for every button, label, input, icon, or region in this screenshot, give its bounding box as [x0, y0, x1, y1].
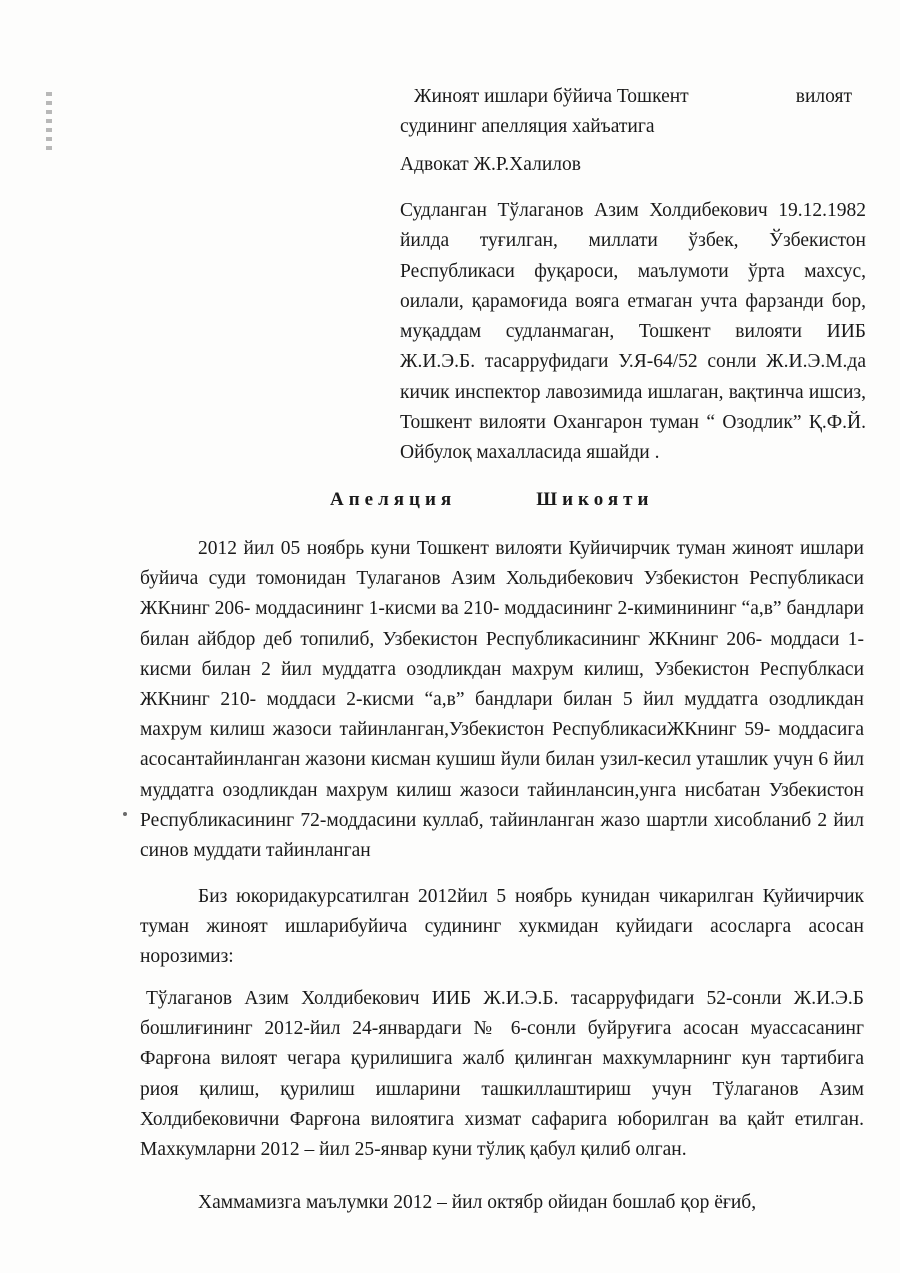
addressee-region: вилоят [795, 86, 852, 107]
advocate-name: Адвокат Ж.Р.Халилов [400, 154, 581, 175]
addressee-block [400, 82, 866, 142]
paragraph-assignment: Тўлаганов Азим Холдибекович ИИБ Ж.И.Э.Б. тасарруфидаги 52-сонли Ж.И.Э.Б бошлиғининг 2012-йил 24-январдаги № 6-сонли буйруғига асосан муассасанинг Фарғона вилоят чегара қурилишига жалб қилинган махкумларнинг кун тартибига риоя қилиш, қурилиш ишларини ташкиллаштириш учун Тўлаганов Азим Холдибековични Фарғона вилоятига хизмат сафарига юборилган ва қайт етилган. Махкумларни 2012 – йил 25-январ куни тўлиқ қабул қилиб олган. [140, 988, 864, 1161]
paragraph-verdict: 2012 йил 05 ноябрь куни Тошкент вилояти Куйичирчик туман жиноят ишлари буйича суди томонидан Тулаганов Азим Хольдибекович Узбекистон Республикаси ЖКнинг 206- моддасининг 1-кисми ва 210- моддасининг 2-киминининг “а,в” бандлари билан айбдор деб топилиб, Узбекистон Республикасининг ЖКнинг 206- моддаси 1-кисми билан 2 йил муддатга озодликдан махрум килиш, Узбекистон Республкаси ЖКнинг 210- моддаси 2-кисми “а,в” бандлари билан 5 йил муддатга озодликдан махрум килиш жазоси тайинланган,Узбекистон РеспубликасиЖКнинг 59- моддасига асосантайинланган жазони кисман кушиш йули билан узил-кесил уташлик учун 6 йил муддатга озодликдан махрум килиш жазоси тайинлансин,унга нисбатан Узбекистон Республикасининг 72-моддасини куллаб, тайинланган жазо шартли хисобланиб 2 йил синов муддати тайинланган [140, 538, 864, 862]
paragraph-objection: Биз юкоридакурсатилган 2012йил 5 ноябрь кунидан чикарилган Куйичирчик туман жиноят ишларибуйича судининг хукмидан куйидаги асосларга асосан норозимиз: [140, 886, 864, 968]
addressee-line-2: судининг апелляция хайъатига [400, 116, 655, 137]
addressee-line-1 [400, 82, 866, 112]
binding-hole-mark [46, 92, 52, 152]
title-word-appeal: Апеляция [330, 489, 457, 510]
convict-info: Судланган Тўлаганов Азим Холдибекович 19.12.1982 йилда туғилган, миллати ўзбек, Ўзбекистон Республикаси фуқароси, маълумоти ўрта махсус, оилали, қарамоғида вояга етмаган учта фарзанди бор, муқаддам судланмаган, Тошкент вилояти ИИБ Ж.И.Э.Б. тасарруфидаги У.Я-64/52 сонли Ж.И.Э.М.да кичик инспектор лавозимида ишлаган, вақтинча ишсиз, Тошкент вилояти Охангарон туман “ Озодлик” Қ.Ф.Й. Ойбулоқ махалласида яшайди . [400, 200, 866, 464]
addressee-court: Жиноят ишлари бўйича Тошкент [414, 86, 689, 107]
title-word-complaint: Шикояти [536, 489, 654, 510]
paragraph-weather: Хаммамизга маълумки 2012 – йил октябр ойидан бошлаб қор ёғиб, [198, 1192, 757, 1213]
scan-speck [123, 812, 127, 816]
document-title [330, 489, 653, 511]
